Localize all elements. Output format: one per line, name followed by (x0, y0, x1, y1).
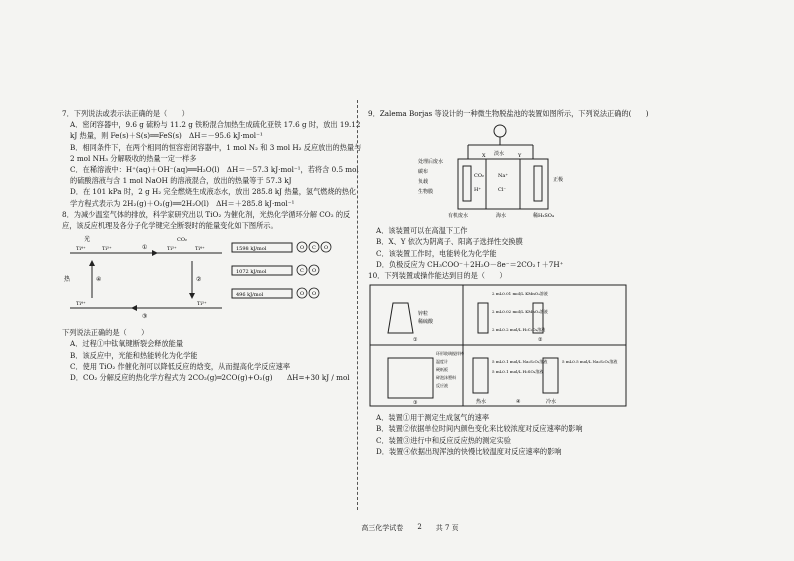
q7-option-b: B．相同条件下，在两个相同的恒容密闭容器中，1 mol N₂ 和 3 mol H₂ 反应放出的热量与 2 mol NH₃ 分解吸收的热量一定一样多 (70, 142, 362, 163)
membrane-x-label: X (482, 153, 486, 160)
treated-waste-label: 处理后废水 (418, 159, 444, 166)
q10-option-c: C．装置③进行中和反应反应热的测定实验 (376, 435, 511, 445)
q10-apparatus-grid (368, 283, 688, 408)
kmno4-01-label: 2 mL0.01 mol/L KMnO₄溶液 (492, 291, 548, 297)
light-label: 光 (84, 236, 91, 244)
page-footer (300, 523, 520, 533)
atom-o-1: O (300, 245, 305, 252)
h2so4-label: 5 mL0.1 mol/L H₂SO₄溶液 (492, 369, 544, 375)
na2s2o3-01-label: 5 mL0.1 mol/L Na₂S₂O₃溶液 (492, 359, 548, 365)
arrow-4-label: ④ (96, 276, 102, 284)
atom-c-2: C (300, 268, 304, 275)
cathode-label: 正极 (553, 177, 564, 184)
organic-waste-label: 有机废水 (448, 213, 469, 220)
arrow-3-label: ③ (142, 313, 148, 321)
ti4-label-2: Ti⁴⁺ (195, 246, 205, 253)
atom-c-1: C (312, 245, 316, 252)
cell-1-number: ① (413, 337, 418, 344)
seawater-label: 海水 (496, 213, 507, 220)
co2-label: CO₂ (177, 237, 187, 244)
cl-ion-label: Cl⁻ (498, 187, 507, 194)
load-label: 负载 (418, 179, 429, 186)
q10-option-b: B．装置②依据单位时间内颜色变化来比较浓度对反应速率的影响 (376, 424, 583, 434)
arrow-1-label: ① (142, 244, 148, 252)
q7-option-c: C．在稀溶液中：H⁺(aq)＋OH⁻(aq)══H₂O(l) ΔH＝－57.3 kJ·mol⁻¹，若将含 0.5 mol 的硫酸溶液与含 1 mol NaOH 的溶液混合，放出的热量等于 57.3 kJ (70, 165, 359, 186)
kmno4-02-label: 2 mL0.02 mol/L KMnO₄溶液 (492, 309, 548, 315)
energy-label-1: 1598 kJ/mol (236, 246, 267, 253)
cardboard-label: 硬纸板 (436, 367, 448, 373)
q8-option-b: B．该反应中，光能和热能转化为化学能 (70, 350, 198, 360)
q9-option-a: A．该装置可以在高温下工作 (376, 226, 468, 236)
q8-option-d: D．CO₂ 分解反应的热化学方程式为 2CO₂(g)═2CO(g)+O₂(g) ΔH=+30 kJ / mol (70, 373, 350, 383)
q10-option-a: A．装置①用于测定生成氢气的速率 (376, 413, 490, 423)
arrow-2-label: ② (196, 276, 202, 284)
q7-option-d: D．在 101 kPa 时，2 g H₂ 完全燃烧生成液态水，放出 285.8 kJ 热量，氢气燃烧的热化学方程式表示为 2H₂(g)＋O₂(g)══2H₂O(l) ΔH＝＋285.8 kJ·mol⁻¹ (70, 187, 357, 208)
ti4-label-3: Ti⁴⁺ (76, 301, 86, 308)
atom-o-4: O (300, 291, 305, 298)
q9-desalination-diagram (368, 121, 688, 221)
na-ion-label: Na⁺ (498, 173, 508, 180)
q8-option-c: C．使用 TiO₂ 作催化剂可以降低反应的焓变，从而提高化学反应速率 (70, 361, 291, 371)
q7-stem: 7．下列说法或表示法正确的是（ ） (62, 109, 189, 118)
cell-3-number: ③ (413, 400, 418, 407)
energy-label-2: 1072 kJ/mol (236, 269, 267, 276)
q10-stem: 10．下列装置或操作能达到目的是（ ） (368, 271, 507, 281)
foam-label: 碎泡沫塑料 (436, 375, 456, 381)
hot-water-label: 热水 (476, 399, 487, 406)
footer-total-pages: 共 7 页 (435, 524, 459, 532)
cold-water-label: 冷水 (546, 399, 557, 406)
footer-page-number: 2 (417, 523, 422, 531)
q9-option-c: C．该装置工作时，电能转化为化学能 (376, 248, 497, 258)
q9-option-d: D．负极反应为 CH₃COO⁻＋2H₂O－8e⁻＝2CO₂↑＋7H⁺ (376, 259, 564, 269)
zinc-label: 锌粒 (418, 311, 429, 318)
na2s2o3-05-label: 5 mL0.5 mol/L Na₂S₂O₃溶液 (562, 359, 618, 365)
carbon-cloth-label: 碳布 (418, 169, 429, 176)
fresh-water-label: 淡水 (494, 151, 505, 158)
energy-label-3: 496 kJ/mol (236, 292, 264, 299)
column-divider (357, 100, 358, 510)
q8-stem: 8．为减少温室气体的排放，科学家研究出以 TiO₂ 为催化剂，光热化学循环分解 CO₂ 的反应，该反应机理及各分子化学键完全断裂时的能量变化如下图所示。 (62, 209, 351, 231)
dilute-acid-label: 稀硫酸 (418, 319, 434, 326)
thermometer-label: 温度计 (436, 359, 448, 365)
heat-label: 热 (64, 276, 71, 284)
ti4-label-1: Ti⁴⁺ (76, 246, 86, 253)
biofilm-label: 生物膜 (418, 189, 434, 196)
q8-option-a: A．过程①中钛氧键断裂会释放能量 (70, 339, 184, 349)
h2c2o4-label: 2 mL0.2 mol/L H₂C₂O₄溶液 (492, 327, 546, 333)
ti3-label-3: Ti³⁺ (197, 301, 207, 308)
left-column (62, 108, 362, 383)
ti3-label-2: Ti³⁺ (167, 246, 177, 253)
q8-sub-stem: 下列说法正确的是（ ） (62, 328, 149, 338)
q9-stem: 9．Zalema Borjas 等设计的一种微生物脱盐池的装置如图所示，下列说法正确的( ) (368, 109, 649, 118)
stirrer-label: 环形玻璃搅拌棒 (436, 351, 464, 357)
q9-option-b: B．X、Y 依次为阴离子、阳离子选择性交换膜 (376, 237, 523, 247)
q8-mechanism-diagram (62, 233, 362, 323)
membrane-y-label: Y (518, 153, 522, 160)
atom-o-3: O (312, 268, 317, 275)
q10-option-d: D．装置④依据出现浑浊的快慢比较温度对反应速率的影响 (376, 446, 562, 456)
reaction-liquid-label: 反应液 (436, 383, 448, 389)
right-column (368, 108, 688, 457)
q7-option-a: A．密闭容器中，9.6 g 硫粉与 11.2 g 铁粉混合加热生成硫化亚铁 17.6 g 时，放出 19.12 kJ 热量，则 Fe(s)＋S(s)══FeS(s) ΔH＝－95.6 kJ·mol⁻¹ (70, 120, 361, 141)
atom-o-5: O (312, 291, 317, 298)
ti3-label-1: Ti³⁺ (102, 246, 112, 253)
acid-label: 稀H₂SO₄ (533, 213, 554, 220)
co2-label-q9: CO₂ (474, 173, 484, 180)
atom-o-2: O (324, 245, 329, 252)
cell-2-number: ② (538, 337, 543, 344)
h-ion-label: H⁺ (474, 187, 481, 194)
cell-4-number: ④ (516, 399, 521, 406)
footer-title: 高三化学试卷 (361, 524, 404, 532)
